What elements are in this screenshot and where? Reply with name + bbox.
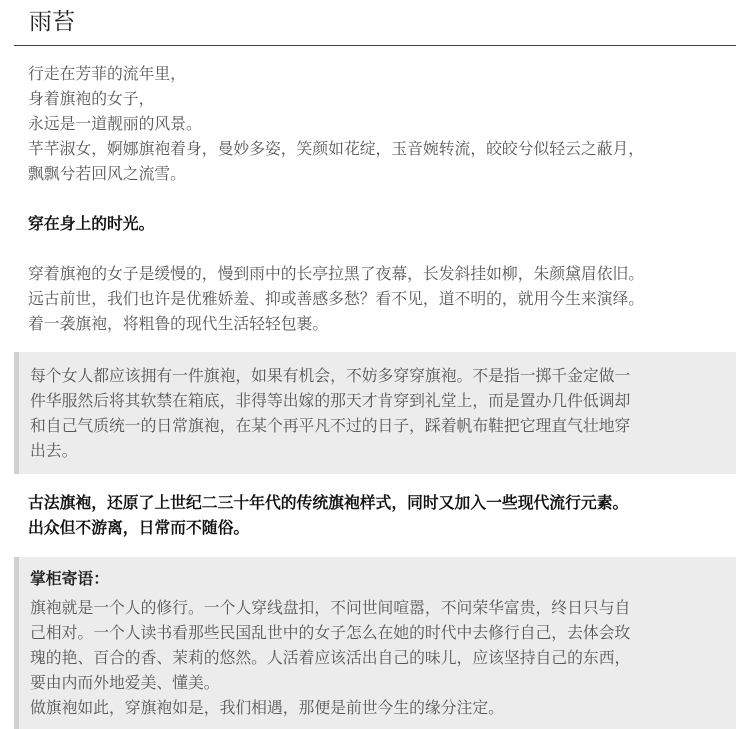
blockquote-line: 件华服然后将其软禁在箱底，非得等出嫁的那天才肯穿到礼堂上，而是置办几件低调却 xyxy=(30,391,631,410)
note-line: 做旗袍如此，穿旗袍如是，我们相遇，那便是前世今生的缘分注定。 xyxy=(30,698,504,717)
note-line: 旗袍就是一个人的修行。一个人穿线盘扣，不问世间喧嚣，不问荣华富贵，终日只与自 xyxy=(30,598,631,617)
blockquote-line: 每个女人都应该拥有一件旗袍，如果有机会，不妨多穿穿旗袍。不是指一掷千金定做一 xyxy=(30,366,631,385)
intro-line: 飘飘兮若回风之流雪。 xyxy=(28,164,186,183)
body-paragraph xyxy=(28,261,728,336)
highlight-line: 古法旗袍，还原了上世纪二三十年代的传统旗袍样式，同时又加入一些现代流行元素。 xyxy=(28,493,629,512)
highlight-line: 出众但不游离，日常而不随俗。 xyxy=(28,518,250,537)
shopkeeper-note-heading: 掌柜寄语： xyxy=(30,569,109,588)
intro-line: 永远是一道靓丽的风景。 xyxy=(28,114,202,133)
intro-paragraph xyxy=(28,61,728,186)
note-line: 己相对。一个人读书看那些民国乱世中的女子怎么在她的时代中去修行自己，去体会玫 xyxy=(30,623,631,642)
intro-line: 行走在芳菲的流年里， xyxy=(28,64,186,83)
highlight-paragraph xyxy=(28,490,728,540)
shopkeeper-note xyxy=(14,557,736,729)
blockquote xyxy=(14,352,736,474)
title-bar xyxy=(14,0,736,46)
page-title: 雨苔 xyxy=(29,9,75,35)
blockquote-line: 出去。 xyxy=(30,441,78,460)
note-line: 要由内而外地爱美、懂美。 xyxy=(30,673,220,692)
note-line: 瑰的艳、百合的香、茉莉的悠然。人活着应该活出自己的味儿，应该坚持自己的东西， xyxy=(30,648,631,667)
section-heading: 穿在身上的时光。 xyxy=(28,214,155,233)
paragraph-line: 着一袭旗袍，将粗鲁的现代生活轻轻包裹。 xyxy=(28,314,329,333)
paragraph-line: 远古前世，我们也许是优雅娇羞、抑或善感多愁？看不见，道不明的，就用今生来演绎。 xyxy=(28,289,645,308)
paragraph-line: 穿着旗袍的女子是缓慢的，慢到雨中的长亭拉黑了夜幕，长发斜挂如柳，朱颜黛眉依旧。 xyxy=(28,264,645,283)
intro-line: 芊芊淑女，婀娜旗袍着身，曼妙多姿，笑颜如花绽，玉音婉转流，皎皎兮似轻云之蔽月， xyxy=(28,139,645,158)
intro-line: 身着旗袍的女子， xyxy=(28,89,155,108)
shopkeeper-note-text xyxy=(30,595,730,720)
blockquote-line: 和自己气质统一的日常旗袍，在某个再平凡不过的日子，踩着帆布鞋把它理直气壮地穿 xyxy=(30,416,631,435)
blockquote-text xyxy=(30,363,730,463)
